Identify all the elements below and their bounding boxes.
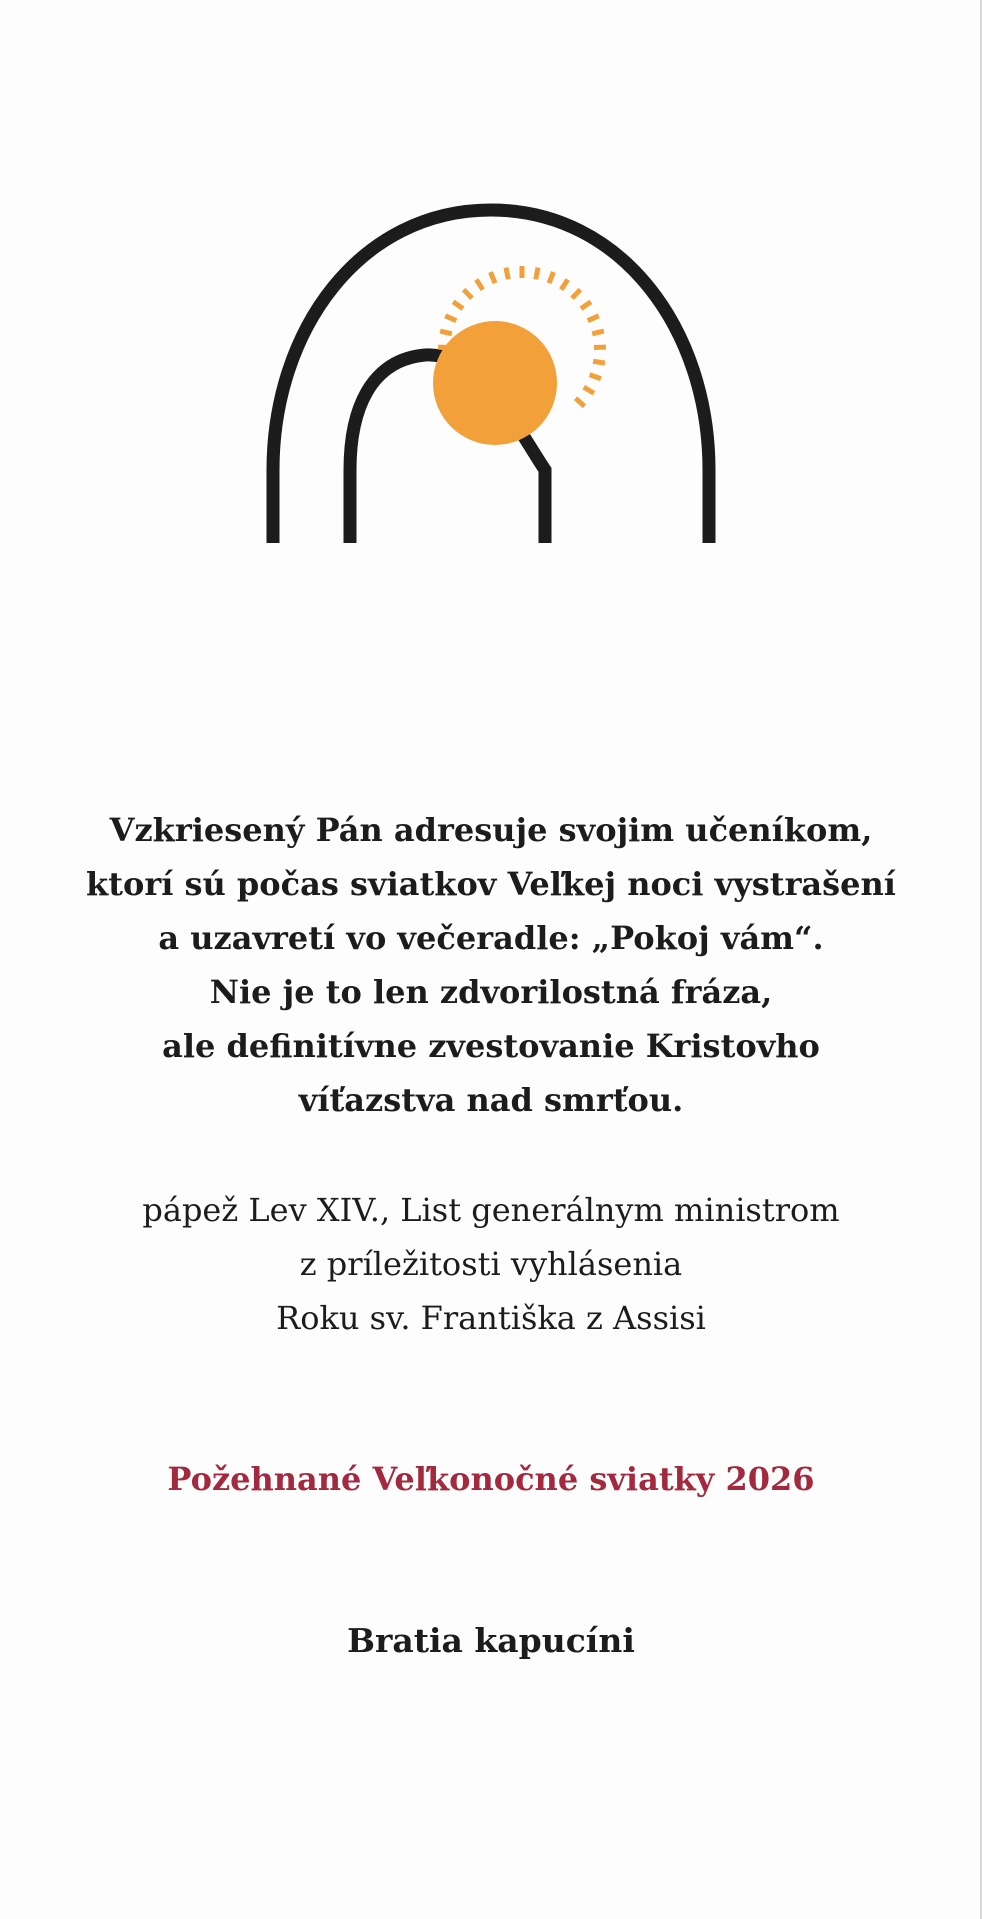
sun-ray — [561, 280, 568, 290]
attribution-line: Roku sv. Františka z Assisi — [276, 1299, 706, 1337]
sun-ray — [464, 290, 472, 299]
signature: Bratia kapucíni — [347, 1621, 635, 1660]
quote-line: ale definitívne zvestovanie Kristovho — [162, 1027, 820, 1065]
quote-line: víťazstva nad smrťou. — [298, 1081, 684, 1119]
sun-ray — [536, 268, 538, 280]
attribution-line: z príležitosti vyhlásenia — [299, 1245, 683, 1283]
sun-ray — [584, 387, 594, 393]
sun-ray — [593, 361, 605, 363]
quote-line: a uzavretí vo večeradle: „Pokoj vám“. — [158, 919, 824, 957]
quote-attribution — [0, 1183, 982, 1345]
quote-line: ktorí sú počas sviatkov Veľkej noci vystrašení — [86, 865, 896, 903]
quote-line: Nie je to len zdvorilostná fráza, — [209, 973, 773, 1011]
quote — [0, 803, 982, 1127]
sun-ray — [453, 302, 463, 309]
sun-disc — [433, 321, 557, 445]
quote-line: Vzkriesený Pán adresuje svojim učeníkom, — [109, 811, 873, 849]
sun-ray — [549, 272, 553, 283]
sun-ray — [590, 375, 601, 379]
sun-ray — [581, 302, 591, 309]
easter-greeting: Požehnané Veľkonočné sviatky 2026 — [167, 1460, 815, 1498]
risen-sun-arch-icon — [0, 0, 982, 600]
sun-ray — [576, 398, 585, 406]
sun-ray — [476, 280, 483, 290]
sun-ray — [491, 272, 495, 283]
sun-ray — [506, 268, 508, 280]
sun-ray — [572, 290, 580, 299]
sun-ray — [588, 316, 599, 321]
sun-ray — [440, 331, 452, 334]
sun-ray — [592, 331, 604, 334]
sun-ray — [445, 316, 456, 321]
attribution-line: pápež Lev XIV., List generálnym ministrom — [142, 1191, 840, 1229]
